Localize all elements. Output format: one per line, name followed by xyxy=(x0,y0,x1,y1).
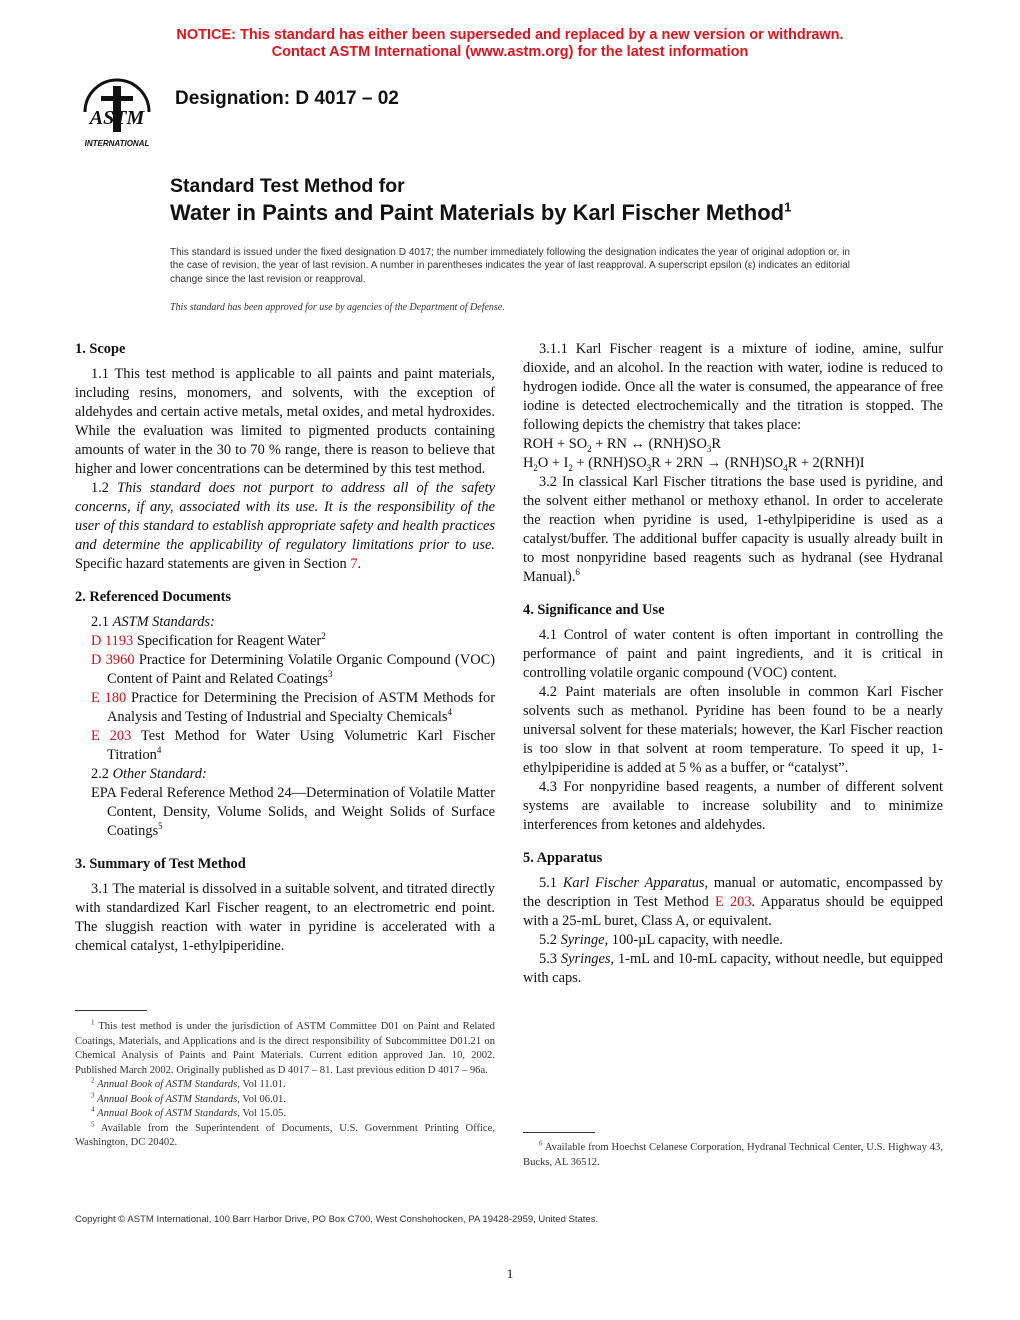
section-4-3: 4.3 For nonpyridine based reagents, a number of different solvent systems are available to increase solubility and to minimize interferences from ketones and aldehydes. xyxy=(523,779,943,833)
notice-line-2: Contact ASTM International (www.astm.org) for the latest information xyxy=(271,44,749,60)
footnotes-right xyxy=(523,1141,943,1170)
logo-letters: ASTM xyxy=(89,107,145,129)
ref-link[interactable]: D 3960 xyxy=(91,652,135,668)
section-4-heading: 4. Significance and Use xyxy=(523,602,665,618)
section-5-1: 5.1 Karl Fischer Apparatus, manual or automatic, encompassed by the description in Test Method E 203. Apparatus should be equipped with a 25-mL buret, Class A, or equivalent. xyxy=(523,875,943,929)
ref-e180: E 180 Practice for Determining the Precision of ASTM Methods for Analysis and Testing of Industrial and Specialty Chemicals$^4$ xyxy=(91,690,495,725)
ref-link[interactable]: D 1193 xyxy=(91,633,134,649)
footnote-4: $^4$ Annual Book of ASTM Standards, Vol 15.05. xyxy=(91,1105,286,1119)
section-3-2: 3.2 In classical Karl Fischer titrations the base used is pyridine, and the solvent either methanol or methoxy ethanol. In order to accelerate the reaction when pyridine is used, 1-ethylpiperidine is used as a catalyst/buffer. The additional buffer capacity is usually already built in to most nonpyridine based reagents such as hydranal (see Hydranal Manual).$^6$ xyxy=(523,474,943,585)
footnote-rule-left xyxy=(75,1010,147,1011)
section-7-link[interactable]: 7 xyxy=(350,556,358,572)
footnote-6: $^6$ Available from Hoechst Celanese Corporation, Hydranal Technical Center, U.S. Highway 43, Bucks, AL 36512. xyxy=(523,1139,943,1168)
equation-2: $H_2O + I_2 + (RNH)SO_3R + 2RN \to (RNH)SO_4R + 2(RNH)I$ xyxy=(523,455,865,473)
section-5-heading: 5. Apparatus xyxy=(523,850,603,866)
right-column xyxy=(523,340,943,988)
section-1-1: 1.1 This test method is applicable to all paints and paint materials, including resins, monomers, and solvents, with the exception of aldehydes and certain active metals, metal oxides, and metal hydroxides. While the evaluation was limited to pigmented products containing amounts of water in the 30 to 70 % range, there is reason to believe that higher and lower concentrations can be determined by this test method. xyxy=(75,366,495,477)
title-footnote-mark: 1 xyxy=(784,199,792,215)
left-column xyxy=(75,340,495,956)
section-2-2: 2.2 Other Standard: xyxy=(91,766,207,782)
notice-line-1: NOTICE: This standard has either been superseded and replaced by a new version or withdrawn. xyxy=(176,27,844,43)
equation-1: ROH + $SO_2$ + RN ↔ $(RNH)SO_3R$ xyxy=(523,436,721,454)
section-3-heading: 3. Summary of Test Method xyxy=(75,856,246,872)
section-1-2: 1.2 This standard does not purport to address all of the safety concerns, if any, associated with its use. It is the responsibility of the user of this standard to establish appropriate safety and health practices and determine the applicability of regulatory limitations prior to use. Specific hazard statements are given in Section 7. xyxy=(75,480,495,572)
ref-d3960: D 3960 Practice for Determining Volatile Organic Compound (VOC) Content of Paint and Related Coatings$^3$ xyxy=(91,652,495,687)
copyright: Copyright © ASTM International, 100 Barr Harbor Drive, PO Box C700, West Conshohocken, PA 19428-2959, United States. xyxy=(75,1214,599,1225)
section-3-1-1: 3.1.1 Karl Fischer reagent is a mixture of iodine, amine, sulfur dioxide, and an alcohol. In the reaction with water, iodine is reduced to hydrogen iodide. Once all the water is consumed, the appearance of free iodine is detected electrochemically and the titration is stopped. The following depicts the chemistry that takes place: xyxy=(523,341,943,433)
section-5-3: 5.3 Syringes, 1-mL and 10-mL capacity, without needle, but equipped with caps. xyxy=(523,951,943,986)
section-2-1: 2.1 ASTM Standards: xyxy=(91,614,215,630)
document-title xyxy=(170,174,791,227)
section-5-2: 5.2 Syringe, 100-µL capacity, with needle. xyxy=(539,932,783,948)
footnote-2: $^2$ Annual Book of ASTM Standards, Vol 11.01. xyxy=(91,1076,286,1090)
footnote-rule-right xyxy=(523,1132,595,1133)
logo-subtext: INTERNATIONAL xyxy=(84,139,150,148)
page-number: 1 xyxy=(506,1266,514,1281)
ref-link[interactable]: E 203 xyxy=(91,728,132,744)
notice-banner xyxy=(0,27,1020,61)
footnote-1: $^1$ This test method is under the jurisdiction of ASTM Committee D01 on Paint and Related Coatings, Materials, and Applications and is the direct responsibility of Subcommittee D01.21 on Chemical Analysis of Paints and Paint Materials. Current edition approved Jan. 10, 2002. Published March 2002. Originally published as D 4017 – 81. Last previous edition D 4017 – 96a. xyxy=(75,1018,495,1076)
section-2-heading: 2. Referenced Documents xyxy=(75,589,231,605)
section-1-heading: 1. Scope xyxy=(75,341,126,357)
title-line-1: Standard Test Method for xyxy=(170,175,405,197)
ref-e203: E 203 Test Method for Water Using Volumetric Karl Fischer Titration$^4$ xyxy=(91,728,495,763)
dod-approval-note: This standard has been approved for use by agencies of the Department of Defense. xyxy=(170,302,505,313)
section-4-1: 4.1 Control of water content is often important in controlling the performance of paint and paint ingredients, and it is critical in controlling volatile organic compound (VOC) content. xyxy=(523,627,943,681)
section-4-2: 4.2 Paint materials are often insoluble in common Karl Fischer solvents such as methanol. Pyridine has been found to be a nearly universal solvent for these materials; however, the Karl Fischer reaction is too slow in that solvent at room temperature. To speed it up, 1-ethylpiperidine is added at 5 % as a buffer, or “catalyst”. xyxy=(523,684,943,776)
footnotes-left xyxy=(75,1020,495,1151)
footnote-5: $^5$ Available from the Superintendent of Documents, U.S. Government Printing Office, Washington, DC 20402. xyxy=(75,1119,495,1148)
title-line-2: Water in Paints and Paint Materials by Karl Fischer Method$^1$ xyxy=(170,199,792,225)
astm-logo xyxy=(75,72,159,152)
ref-epa: EPA Federal Reference Method 24—Determination of Volatile Matter Content, Density, Volume Solids, and Weight Solids of Surface Coatings$^5$ xyxy=(91,785,495,839)
issuance-note: This standard is issued under the fixed designation D 4017; the number immediately following the designation indicates the year of original adoption or, in the case of revision, the year of last revision. A number in parentheses indicates the year of last reapproval. A superscript epsilon (ε) indicates an editorial change since the last revision or reapproval. xyxy=(170,247,850,285)
ref-link[interactable]: E 180 xyxy=(91,690,127,706)
designation: Designation: D 4017 – 02 xyxy=(175,88,399,109)
ref-d1193: D 1193 Specification for Reagent Water$^2$ xyxy=(91,631,326,649)
section-3-1: 3.1 The material is dissolved in a suitable solvent, and titrated directly with standardized Karl Fischer reagent, to an electrometric end point. The sluggish reaction with water in pyridine is accelerated with a chemical catalyst, 1-ethylpiperidine. xyxy=(75,881,495,954)
footnote-3: $^3$ Annual Book of ASTM Standards, Vol 06.01. xyxy=(91,1090,286,1105)
e203-link[interactable]: E 203 xyxy=(714,894,752,910)
